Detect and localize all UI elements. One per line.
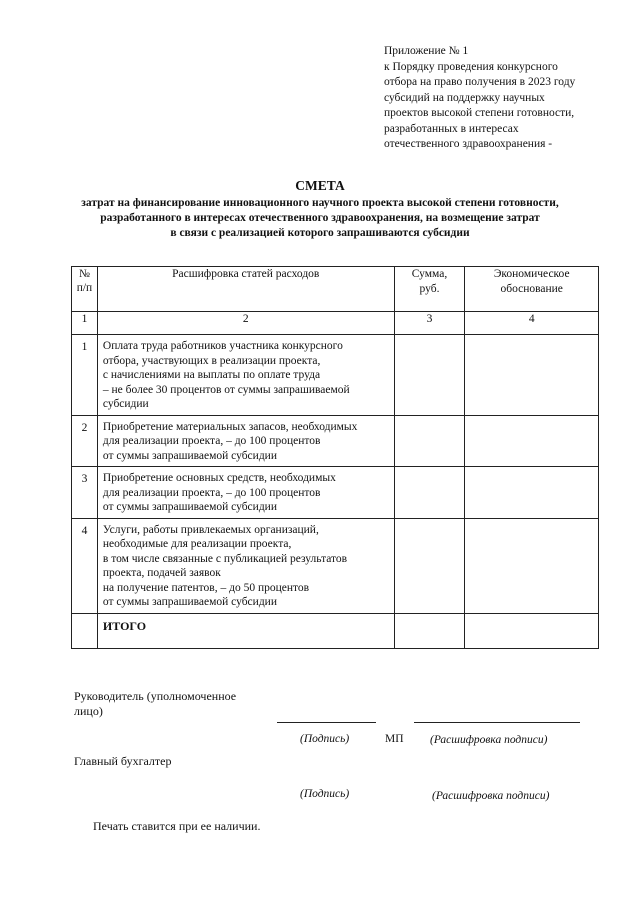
row-description: [97, 415, 394, 467]
row-description: [97, 518, 394, 613]
subtitle-line: затрат на финансирование инновационного научного проекта высокой степени готовности,: [81, 197, 559, 209]
desc-line: с начислениями на выплаты по оплате труда: [102, 369, 321, 381]
total-sum-cell[interactable]: [394, 613, 465, 648]
justification-cell[interactable]: [465, 518, 599, 613]
row-number: 4: [72, 518, 98, 613]
total-justification-cell[interactable]: [465, 613, 599, 648]
header-just-line2: обоснование: [500, 282, 563, 295]
desc-line: от суммы запрашиваемой субсидии: [102, 596, 277, 608]
head-decode-line[interactable]: [414, 722, 580, 723]
total-row: [72, 613, 599, 648]
desc-line: для реализации проекта, – до 100 процентов: [102, 486, 321, 499]
table-row: [72, 415, 599, 467]
header-just-line1: Экономическое: [493, 268, 570, 280]
col-number: 4: [465, 312, 599, 335]
col-number: 1: [72, 312, 98, 335]
table-row: [72, 467, 599, 519]
justification-cell[interactable]: [465, 467, 599, 519]
header-justification: [465, 267, 599, 312]
desc-line: для реализации проекта, – до 100 процентов: [102, 435, 321, 447]
sum-cell[interactable]: [394, 335, 465, 416]
total-label: ИТОГО: [97, 613, 394, 648]
header-sum-line1: Сумма,: [411, 268, 448, 280]
table-row: [72, 518, 599, 613]
col-number: 3: [394, 312, 465, 335]
justification-cell[interactable]: [465, 335, 599, 416]
desc-line: Приобретение материальных запасов, необходимых: [102, 420, 358, 433]
header-desc: Расшифровка статей расходов: [97, 267, 394, 312]
desc-line: на получение патентов, – до 50 процентов: [102, 581, 310, 594]
desc-line: в том числе связанные с публикацией результатов: [102, 552, 348, 565]
signature-caption: (Подпись): [300, 733, 350, 745]
desc-line: необходимые для реализации проекта,: [102, 538, 292, 550]
header-sum-line2: руб.: [419, 282, 440, 295]
head-label-line2: лицо): [74, 704, 103, 718]
table-header-row: [72, 267, 599, 312]
appendix-line: Приложение № 1: [384, 45, 469, 57]
desc-line: от суммы запрашиваемой субсидии: [102, 501, 277, 513]
justification-cell[interactable]: [465, 415, 599, 467]
total-num-cell: [72, 613, 98, 648]
desc-line: – не более 30 процентов от суммы запрашиваемой: [102, 383, 350, 396]
sum-cell[interactable]: [394, 415, 465, 467]
header-sum: [394, 267, 465, 312]
row-number: 2: [72, 415, 98, 467]
table-row: [72, 335, 599, 416]
decode-caption-accountant: (Расшифровка подписи): [432, 790, 550, 802]
subtitle-line: в связи с реализацией которого запрашиваются субсидии: [170, 227, 470, 239]
accountant-label: Главный бухгалтер: [74, 754, 172, 768]
stamp-place-label: МП: [385, 733, 404, 745]
col-number: 2: [97, 312, 394, 335]
appendix-line: к Порядку проведения конкурсного: [384, 60, 558, 73]
subtitle-line: разработанного в интересах отечественного здравоохранения, на возмещение затрат: [100, 212, 540, 224]
appendix-line: отбора на право получения в 2023 году: [384, 76, 576, 88]
desc-line: от суммы запрашиваемой субсидии: [102, 449, 277, 462]
desc-line: Оплата труда работников участника конкурсного: [102, 340, 343, 352]
header-num-line1: №: [78, 268, 90, 280]
decode-caption: (Расшифровка подписи): [430, 734, 548, 746]
estimate-table: [71, 266, 599, 649]
document-subtitle: [30, 196, 610, 241]
signature-caption-accountant: (Подпись): [300, 788, 350, 800]
header-num-line2: п/п: [76, 282, 93, 294]
desc-line: Услуги, работы привлекаемых организаций,: [102, 523, 319, 536]
desc-line: проекта, подачей заявок: [102, 567, 221, 579]
appendix-line: проектов высокой степени готовности,: [384, 107, 575, 119]
document-title: СМЕТА: [295, 178, 345, 193]
row-description: [97, 335, 394, 416]
appendix-line: разработанных в интересах: [384, 122, 519, 135]
appendix-line: отечественного здравоохранения -: [384, 138, 553, 150]
appendix-block: [384, 44, 624, 153]
sum-cell[interactable]: [394, 518, 465, 613]
row-number: 1: [72, 335, 98, 416]
desc-line: отбора, участвующих в реализации проекта,: [102, 354, 321, 367]
sum-cell[interactable]: [394, 467, 465, 519]
desc-line: субсидии: [102, 398, 149, 410]
head-label: [74, 689, 236, 719]
stamp-note: Печать ставится при ее наличии.: [93, 819, 261, 833]
head-signature-line[interactable]: [277, 722, 376, 723]
row-number: 3: [72, 467, 98, 519]
row-description: [97, 467, 394, 519]
head-label-line1: Руководитель (уполномоченное: [74, 689, 237, 703]
appendix-line: субсидий на поддержку научных: [384, 91, 545, 104]
header-num: [72, 267, 98, 312]
desc-line: Приобретение основных средств, необходимых: [102, 472, 336, 484]
column-numbers-row: [72, 312, 599, 335]
